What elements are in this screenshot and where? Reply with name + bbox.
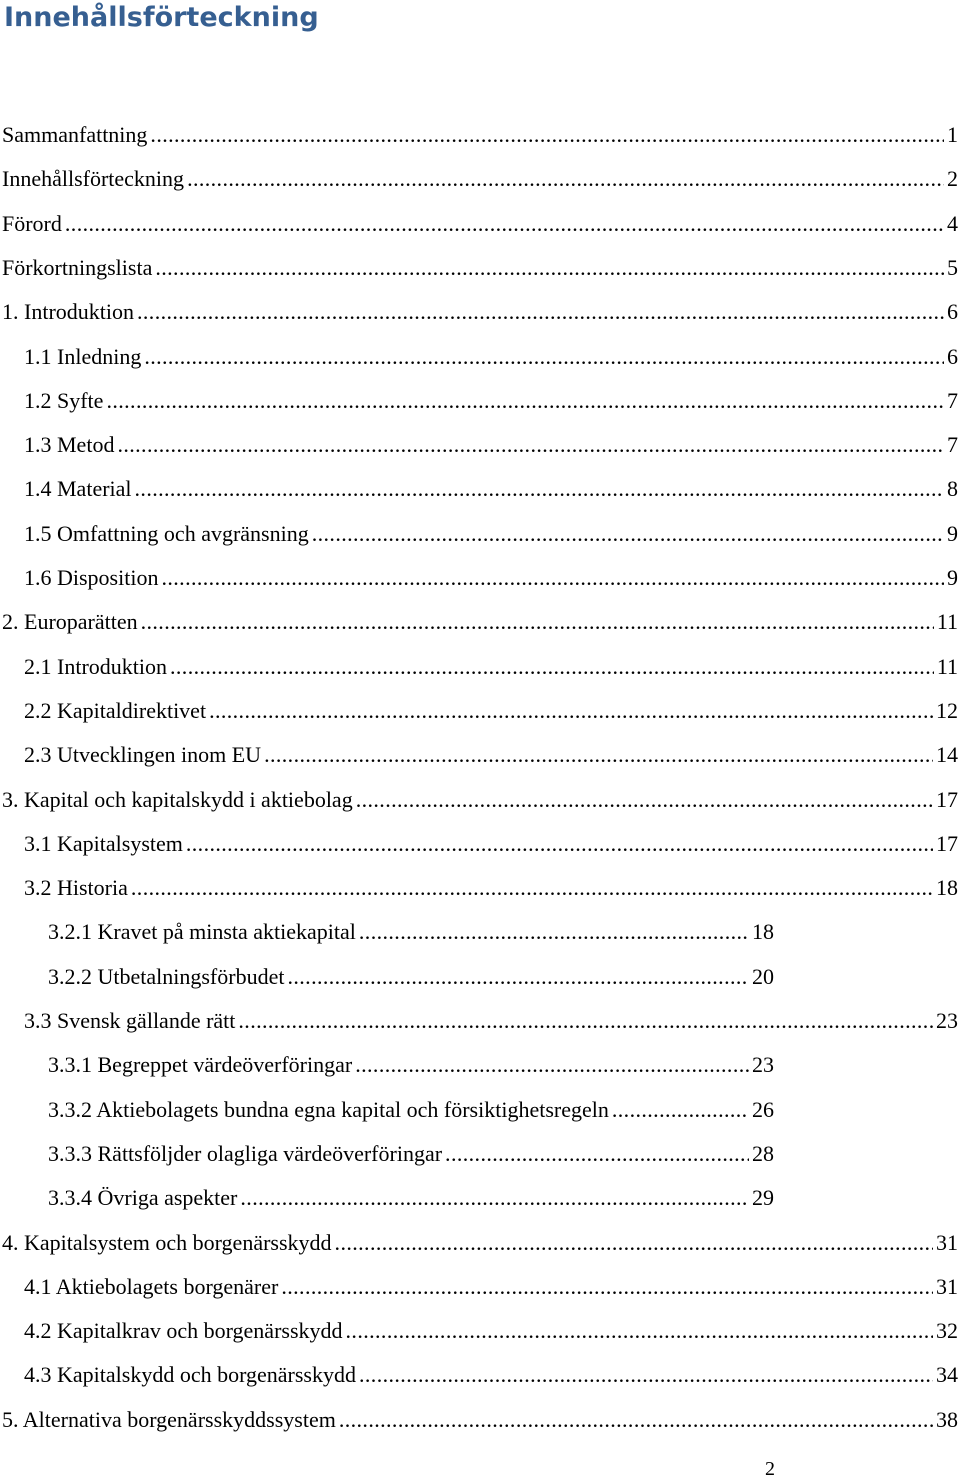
toc-entry-page: 28: [752, 1141, 774, 1166]
toc-dot-leader: [117, 430, 944, 460]
toc-dot-leader: [186, 829, 933, 859]
page-number: 2: [765, 1458, 775, 1480]
toc-entry[interactable]: [48, 1050, 774, 1080]
toc-entry[interactable]: [24, 696, 958, 726]
toc-entry-page: 6: [947, 344, 958, 369]
toc-entry-page: 14: [936, 742, 958, 767]
toc-entry[interactable]: [2, 164, 958, 194]
toc-entry-page: 31: [936, 1274, 958, 1299]
toc-entry-page: 32: [936, 1318, 958, 1343]
toc-entry[interactable]: [24, 1006, 958, 1036]
toc-entry-page: 23: [936, 1008, 958, 1033]
toc-dot-leader: [106, 386, 944, 416]
toc-entry[interactable]: [48, 1095, 774, 1125]
toc-dot-leader: [281, 1272, 933, 1302]
toc-entry[interactable]: [24, 474, 958, 504]
toc-dot-leader: [264, 740, 933, 770]
toc-entry[interactable]: [2, 1228, 958, 1258]
toc-entry-page: 9: [947, 521, 958, 546]
toc-entry-label: 4.1 Aktiebolagets borgenärer: [24, 1274, 279, 1299]
toc-entry-page: 12: [936, 698, 958, 723]
toc-dot-leader: [161, 563, 944, 593]
toc-entry-label: Förord: [2, 211, 62, 236]
toc-dot-leader: [150, 120, 944, 150]
toc-entry-page: 18: [752, 919, 774, 944]
toc-entry-label: 3.2.1 Kravet på minsta aktiekapital: [48, 919, 356, 944]
toc-entry-page: 6: [947, 299, 958, 324]
toc-entry[interactable]: [24, 1272, 958, 1302]
toc-entry-page: 31: [936, 1230, 958, 1255]
toc-entry[interactable]: [24, 563, 958, 593]
toc-entry-label: 5. Alternativa borgenärsskyddssystem: [2, 1407, 336, 1432]
toc-entry-page: 7: [947, 432, 958, 457]
toc-dot-leader: [287, 962, 749, 992]
toc-entry-label: 3.3 Svensk gällande rätt: [24, 1008, 236, 1033]
toc-dot-leader: [346, 1316, 933, 1346]
toc-entry-label: 1.3 Metod: [24, 432, 115, 457]
toc-entry[interactable]: [24, 430, 958, 460]
toc-dot-leader: [155, 253, 944, 283]
toc-entry-label: 4.3 Kapitalskydd och borgenärsskydd: [24, 1362, 356, 1387]
toc-entry-label: 2.2 Kapitaldirektivet: [24, 698, 207, 723]
toc-dot-leader: [209, 696, 933, 726]
toc-entry-label: 3.3.2 Aktiebolagets bundna egna kapital och försiktighetsregeln: [48, 1097, 609, 1122]
toc-entry[interactable]: [2, 253, 958, 283]
toc-entry-page: 11: [936, 654, 958, 679]
toc-entry-label: 3.2 Historia: [24, 875, 128, 900]
toc-entry-label: 3.3.4 Övriga aspekter: [48, 1185, 238, 1210]
toc-dot-leader: [240, 1183, 749, 1213]
toc-entry-label: 3.3.1 Begreppet värdeöverföringar: [48, 1052, 353, 1077]
toc-dot-leader: [359, 1360, 933, 1390]
toc-entry-label: 1.4 Material: [24, 476, 132, 501]
toc-dot-leader: [170, 652, 934, 682]
toc-dot-leader: [135, 474, 944, 504]
toc-dot-leader: [144, 342, 944, 372]
toc-entry-page: 9: [947, 565, 958, 590]
toc-entry[interactable]: [24, 386, 958, 416]
toc-dot-leader: [65, 209, 944, 239]
toc-entry-label: 3.1 Kapitalsystem: [24, 831, 183, 856]
toc-dot-leader: [612, 1095, 749, 1125]
toc-entry-page: 26: [752, 1097, 774, 1122]
toc-dot-leader: [312, 519, 944, 549]
toc-entry-label: 1.5 Omfattning och avgränsning: [24, 521, 309, 546]
toc-entry-label: 4. Kapitalsystem och borgenärsskydd: [2, 1230, 332, 1255]
toc-entry-label: 1. Introduktion: [2, 299, 134, 324]
toc-entry[interactable]: [24, 342, 958, 372]
toc-entry-label: Innehållsförteckning: [2, 166, 185, 191]
toc-dot-leader: [339, 1405, 933, 1435]
toc-entry-page: 29: [752, 1185, 774, 1210]
toc-entry-page: 4: [947, 211, 958, 236]
toc-dot-leader: [445, 1139, 749, 1169]
toc-entry-label: 2.3 Utvecklingen inom EU: [24, 742, 262, 767]
toc-entry-page: 17: [936, 831, 958, 856]
toc-entry-page: 20: [752, 964, 774, 989]
toc-entry-label: 4.2 Kapitalkrav och borgenärsskydd: [24, 1318, 343, 1343]
toc-dot-leader: [356, 785, 933, 815]
toc-entry[interactable]: [2, 120, 958, 150]
toc-entry[interactable]: [2, 297, 958, 327]
toc-entry-page: 8: [947, 476, 958, 501]
toc-entry-label: 3. Kapital och kapitalskydd i aktiebolag: [2, 787, 353, 812]
toc-dot-leader: [131, 873, 933, 903]
toc-entry-page: 1: [947, 122, 958, 147]
toc-entry-page: 11: [936, 609, 958, 634]
toc-entry[interactable]: [48, 962, 774, 992]
toc-dot-leader: [141, 607, 934, 637]
toc-entry-page: 23: [752, 1052, 774, 1077]
toc-entry-page: 17: [936, 787, 958, 812]
page-title: Innehållsförteckning: [4, 2, 319, 33]
toc-entry-page: 34: [936, 1362, 958, 1387]
toc-entry-page: 2: [947, 166, 958, 191]
toc-entry[interactable]: [24, 740, 958, 770]
toc-entry-label: 2. Europarätten: [2, 609, 138, 634]
toc-entry[interactable]: [24, 873, 958, 903]
toc-dot-leader: [335, 1228, 933, 1258]
toc-entry[interactable]: [2, 1405, 958, 1435]
toc-dot-leader: [355, 1050, 749, 1080]
toc-entry-label: 3.2.2 Utbetalningsförbudet: [48, 964, 285, 989]
toc-entry[interactable]: [24, 519, 958, 549]
toc-entry[interactable]: [2, 209, 958, 239]
toc-entry-label: Förkortningslista: [2, 255, 153, 280]
toc-entry[interactable]: [24, 829, 958, 859]
toc-entry[interactable]: [24, 1316, 958, 1346]
toc-dot-leader: [137, 297, 944, 327]
toc-entry-page: 5: [947, 255, 958, 280]
toc-entry[interactable]: [48, 917, 774, 947]
toc-entry-page: 7: [947, 388, 958, 413]
toc-entry-label: 1.1 Inledning: [24, 344, 142, 369]
toc-entry[interactable]: [48, 1139, 774, 1169]
toc-dot-leader: [359, 917, 749, 947]
toc-entry-page: 38: [936, 1407, 958, 1432]
toc-entry-label: 1.6 Disposition: [24, 565, 159, 590]
toc-entry[interactable]: [2, 607, 958, 637]
toc-entry-label: 2.1 Introduktion: [24, 654, 167, 679]
toc-entry[interactable]: [48, 1183, 774, 1213]
toc-entry-label: 3.3.3 Rättsföljder olagliga värdeöverföringar: [48, 1141, 443, 1166]
toc-entry-page: 18: [936, 875, 958, 900]
toc-entry[interactable]: [24, 1360, 958, 1390]
toc-entry-label: Sammanfattning: [2, 122, 148, 147]
toc-entry[interactable]: [24, 652, 958, 682]
toc-entry[interactable]: [2, 785, 958, 815]
toc-dot-leader: [187, 164, 944, 194]
toc-entry-label: 1.2 Syfte: [24, 388, 104, 413]
toc-dot-leader: [238, 1006, 933, 1036]
